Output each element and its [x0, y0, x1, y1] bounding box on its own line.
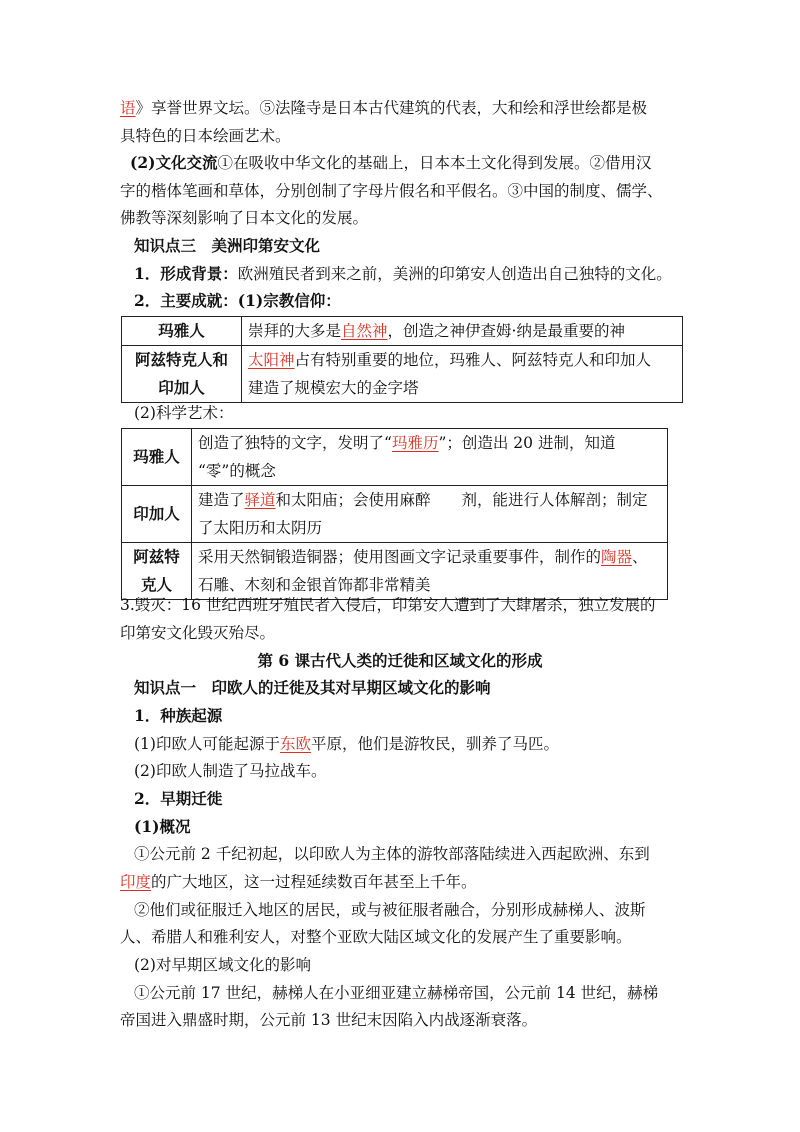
- key-term: 语: [120, 99, 136, 117]
- table-cell: [192, 486, 668, 543]
- text: ①在吸收中华文化的基础上，日本本土文化得到发展。②借用汉: [217, 154, 652, 172]
- table-row: [122, 317, 683, 346]
- paragraph-line: ①公元前 17 世纪，赫梯人在小亚细亚建立赫梯帝国，公元前 14 世纪，赫梯: [134, 984, 659, 1002]
- key-term: 玛雅历: [391, 434, 439, 452]
- key-term: 太阳神: [248, 351, 295, 369]
- subheading: (2)对早期区域文化的影响: [134, 956, 311, 974]
- paragraph-line: (2)印欧人制造了马拉战车。: [134, 762, 327, 780]
- text: 和太阳庙；会使用麻醉 剂，能进行人体解剖；制定: [275, 491, 648, 509]
- row-header: [122, 346, 242, 403]
- paragraph-line: [134, 730, 694, 758]
- lesson-title: 第 6 课古代人类的迁徙和区域文化的形成: [257, 651, 543, 670]
- key-term: 东欧: [279, 735, 311, 753]
- row-header: 玛雅人: [122, 429, 192, 486]
- key-term: 自然神: [341, 322, 388, 340]
- table-cell: [242, 317, 683, 346]
- text: (1)印欧人可能起源于: [134, 735, 280, 753]
- text: 石雕、木刻和金银首饰都非常精美: [198, 576, 431, 594]
- row-header: 印加人: [122, 486, 192, 543]
- subheading: (2)科学艺术：: [134, 404, 234, 422]
- text: 阿兹特克人和: [134, 350, 228, 369]
- paragraph-line: [120, 94, 680, 122]
- paragraph-line: 3.毁灭：16 世纪西班牙殖民者入侵后，印第安人遭到了大肆屠杀，独立发展的: [120, 596, 656, 614]
- key-term: 印度: [120, 873, 152, 891]
- text: 》享誉世界文坛。⑤法隆寺是日本古代建筑的代表，大和绘和浮世绘都是极: [135, 99, 648, 117]
- table-row: [122, 346, 683, 403]
- paragraph-line: [120, 868, 680, 896]
- section-heading: 知识点三 美洲印第安文化: [134, 236, 321, 255]
- subheading: 2．早期迁徙: [134, 789, 223, 808]
- paragraph-line: [134, 260, 694, 288]
- text: “零”的概念: [198, 462, 276, 480]
- paragraph-line: 字的楷体笔画和草体，分别创制了字母片假名和平假名。③中国的制度、儒学、: [120, 182, 663, 200]
- text: 的广大地区，这一过程延续数百年甚至上千年。: [151, 873, 477, 891]
- text: 欧洲殖民者到来之前，美洲的印第安人创造出自己独特的文化。: [237, 265, 672, 283]
- text: 平原，他们是游牧民，驯养了马匹。: [310, 735, 559, 753]
- text: 、: [632, 548, 648, 566]
- religion-table: [121, 316, 683, 403]
- paragraph-line: 人、希腊人和雅利安人，对整个亚欧大陆区域文化的发展产生了重要影响。: [120, 928, 632, 946]
- paragraph-line: ②他们或征服迁入地区的居民，或与被征服者融合，分别形成赫梯人、波斯: [134, 901, 646, 919]
- section-heading: 知识点一 印欧人的迁徙及其对早期区域文化的影响: [134, 678, 491, 697]
- paragraph-line: 具特色的日本绘画艺术。: [120, 127, 291, 145]
- text: 克人: [140, 575, 172, 594]
- key-term: 驿道: [244, 491, 276, 509]
- subheading: 2．主要成就：(1)宗教信仰：: [134, 291, 341, 310]
- text: 创造了独特的文字，发明了“: [198, 434, 392, 452]
- text: 崇拜的大多是: [248, 322, 342, 340]
- text: 了太阳历和太阴历: [198, 519, 323, 537]
- text: 建造了规模宏大的金字塔: [248, 379, 419, 397]
- paragraph-line: 印第安文化毁灭殆尽。: [120, 624, 276, 642]
- table-row: [122, 429, 668, 486]
- text: ，创造之神伊查姆·纳是最重要的神: [387, 322, 625, 340]
- paragraph-line: [130, 149, 690, 177]
- table-row: [122, 486, 668, 543]
- text: 阿兹特: [133, 547, 180, 566]
- subheading: 1．种族起源: [134, 706, 223, 725]
- text: 采用天然铜锻造铜器；使用图画文字记录重要事件，制作的: [198, 548, 602, 566]
- paragraph-line: 帝国进入鼎盛时期，公元前 13 世纪末因陷入内战逐渐衰落。: [120, 1011, 538, 1029]
- subheading: 1．形成背景：: [134, 264, 238, 283]
- table-cell: [192, 429, 668, 486]
- subheading: (1)概况: [134, 817, 191, 836]
- paragraph-line: ①公元前 2 千纪初起，以印欧人为主体的游牧部落陆续进入西起欧洲、东到: [134, 845, 650, 863]
- table-cell: [242, 346, 683, 403]
- key-term: 陶器: [601, 548, 633, 566]
- science-table: [121, 428, 668, 600]
- row-header: 玛雅人: [122, 317, 242, 346]
- text: ”；创造出 20 进制，知道: [438, 434, 616, 452]
- subheading: (2)文化交流: [130, 153, 218, 172]
- paragraph-line: 佛教等深刻影响了日本文化的发展。: [120, 209, 369, 227]
- text: 印加人: [158, 378, 205, 397]
- text: 占有特别重要的地位，玛雅人、阿兹特克人和印加人: [294, 351, 652, 369]
- text: 建造了: [198, 491, 245, 509]
